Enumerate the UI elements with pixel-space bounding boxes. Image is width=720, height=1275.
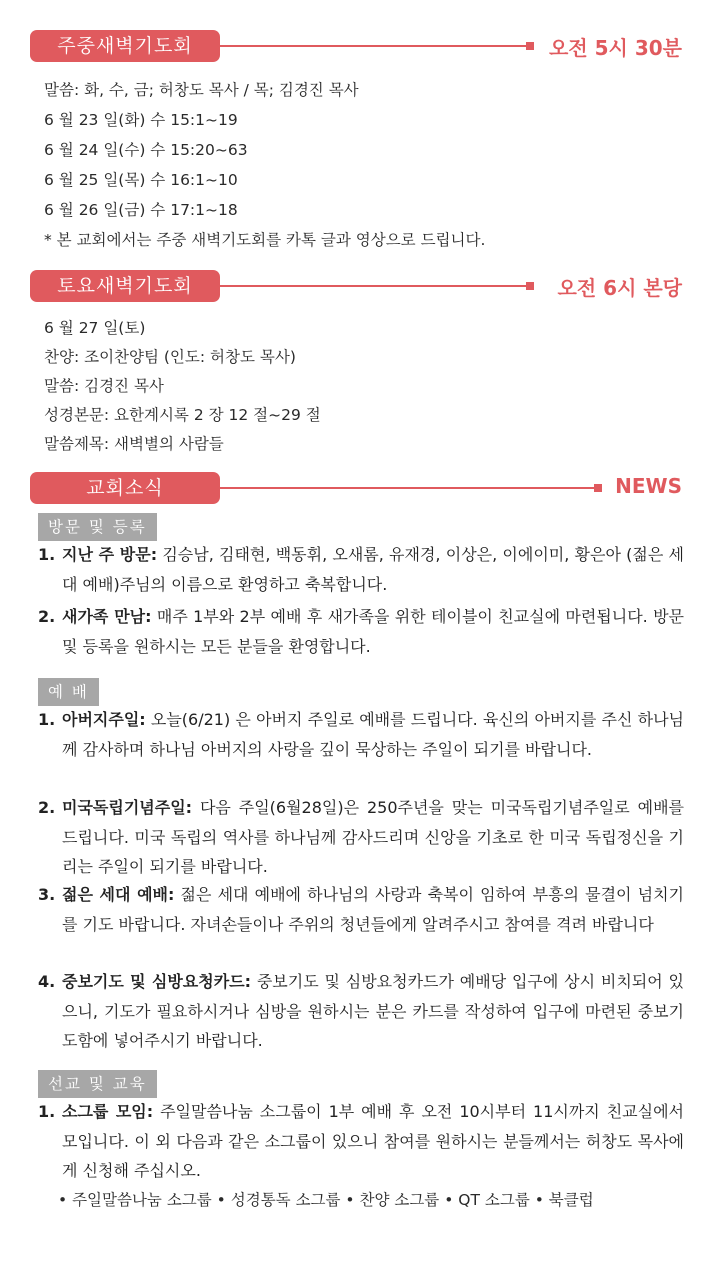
list-item (38, 793, 684, 882)
item-text: 김승남, 김태현, 백동휘, 오새롬, 유재경, 이상은, 이에이미, 황은아 (젊은 세대 예배)주님의 이름으로 환영하고 축복합니다. (62, 545, 684, 594)
text-line: 성경본문: 요한계시록 2 장 12 절~29 절 (44, 406, 321, 424)
item-number: 1. (38, 545, 56, 564)
text-line: 6 월 27 일(토) (44, 319, 146, 337)
text-line: 말씀제목: 새벽별의 사람들 (44, 435, 224, 453)
section-title: 주중새벽기도회 (30, 30, 220, 62)
header-rule (220, 487, 600, 489)
list-item (38, 705, 684, 764)
header-rule (220, 45, 532, 47)
item-number: 4. (38, 972, 56, 991)
item-title: 지난 주 방문: (62, 545, 158, 564)
item-text: 젊은 세대 예배에 하나님의 사랑과 축복이 임하여 부흥의 물결이 넘치기를 기도 바랍니다. 자녀손들이나 주위의 청년들에게 알려주시고 참여를 격려 바랍니다 (62, 885, 684, 934)
item-text: 주일말씀나눔 소그룹이 1부 예배 후 오전 10시부터 11시까지 친교실에서 모입니다. 이 외 다음과 같은 소그룹이 있으니 참여를 원하시는 분들께서는 허창도 목사에게 신청해 주십시오. (62, 1102, 684, 1180)
section-header-saturday-dawn (30, 270, 682, 304)
item-number: 2. (38, 798, 56, 817)
subheading-mission: 선교 및 교육 (38, 1070, 157, 1098)
text-line: 말씀: 화, 수, 금; 허창도 목사 / 목; 김경진 목사 (44, 81, 359, 99)
text-line: 6 월 26 일(금) 수 17:1~18 (44, 201, 238, 219)
section-header-news (30, 472, 682, 506)
item-title: 소그룹 모임: (62, 1102, 154, 1121)
section-header-weekday-dawn (30, 30, 682, 64)
item-text: 오늘(6/21) 은 아버지 주일로 예배를 드립니다. 육신의 아버지를 주신 하나님께 감사하며 하나님 아버지의 사랑을 깊이 묵상하는 주일이 되기를 바랍니다. (62, 710, 684, 759)
text-line: 말씀: 김경진 목사 (44, 377, 164, 395)
item-number: 1. (38, 1102, 56, 1121)
item-title: 중보기도 및 심방요청카드: (62, 972, 252, 991)
text-line: 6 월 24 일(수) 수 15:20~63 (44, 141, 248, 159)
item-number: 3. (38, 885, 56, 904)
text-line: 6 월 23 일(화) 수 15:1~19 (44, 111, 238, 129)
section-time: 오전 5시 30분 (549, 36, 682, 60)
list-item (38, 1097, 684, 1186)
item-title: 아버지주일: (62, 710, 146, 729)
note-line: * 본 교회에서는 주중 새벽기도회를 카톡 글과 영상으로 드립니다. (44, 231, 486, 249)
section-title: 교회소식 (30, 472, 220, 504)
item-title: 새가족 만남: (62, 607, 152, 626)
list-item (38, 540, 684, 599)
list-item (38, 602, 684, 661)
section-title: 토요새벽기도회 (30, 270, 220, 302)
list-item (38, 880, 684, 939)
small-group-list: • 주일말씀나눔 소그룹 • 성경통독 소그룹 • 찬양 소그룹 • QT 소그룹 • 북클럽 (58, 1191, 594, 1209)
item-text: 다음 주일(6월28일)은 250주년을 맞는 미국독립기념주일로 예배를 드립니다. 미국 독립의 역사를 하나님께 감사드리며 신앙을 기초로 한 미국 독립정신을 기리는 주일이 되기를 바랍니다. (62, 798, 684, 876)
header-rule (220, 285, 532, 287)
item-text: 매주 1부와 2부 예배 후 새가족을 위한 테이블이 친교실에 마련됩니다. 방문 및 등록을 원하시는 모든 분들을 환영합니다. (62, 607, 684, 656)
subheading-worship: 예 배 (38, 678, 99, 706)
text-line: 찬양: 조이찬양팀 (인도: 허창도 목사) (44, 348, 296, 366)
item-number: 2. (38, 607, 56, 626)
item-number: 1. (38, 710, 56, 729)
item-text: 중보기도 및 심방요청카드가 예배당 입구에 상시 비치되어 있으니, 기도가 필요하시거나 심방을 원하시는 분은 카드를 작성하여 입구에 마련된 중보기도함에 넣어주시기 바랍니다. (62, 972, 684, 1050)
subheading-visit: 방문 및 등록 (38, 513, 157, 541)
list-item (38, 967, 684, 1056)
text-line: 6 월 25 일(목) 수 16:1~10 (44, 171, 238, 189)
item-title: 젊은 세대 예배: (62, 885, 175, 904)
section-news-label: NEWS (615, 474, 682, 498)
section-time: 오전 6시 본당 (557, 276, 682, 300)
item-title: 미국독립기념주일: (62, 798, 193, 817)
